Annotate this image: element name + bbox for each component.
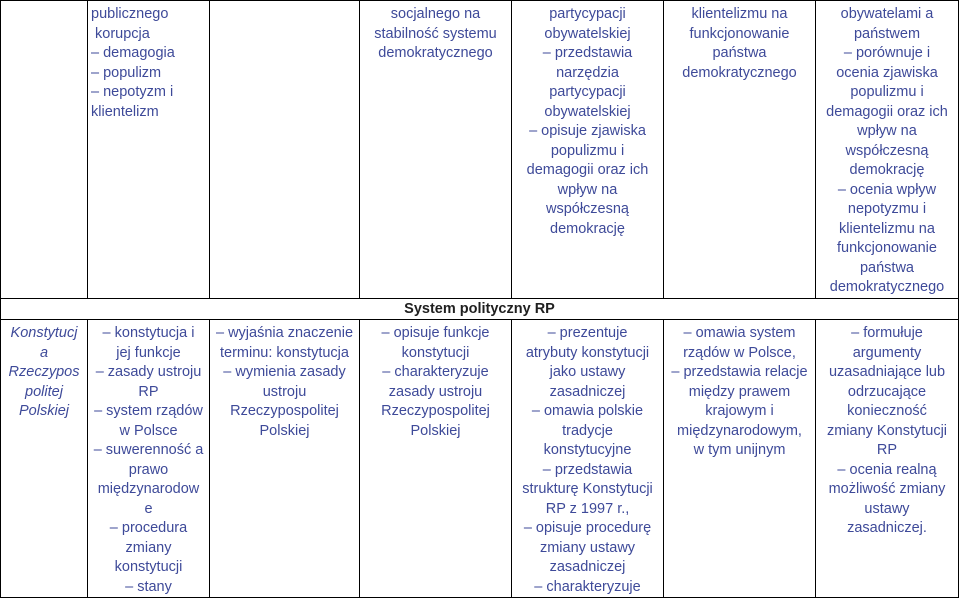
text-line: tradycje: [562, 422, 613, 439]
cell-level-4: [664, 320, 816, 598]
text-line: atrybuty konstytucji: [525, 344, 650, 361]
text-line: – przedstawia: [542, 461, 633, 478]
cell-level-3: [512, 320, 664, 598]
cell-level-2: [360, 1, 512, 299]
text-line: partycypacji: [549, 84, 626, 100]
text-line: – opisuje zjawiska: [529, 123, 646, 139]
text-line: zasadniczej: [549, 559, 626, 575]
text-line: prawo: [128, 461, 169, 478]
text-line: współczesną: [545, 201, 629, 217]
text-line: konstytucyjne: [543, 442, 632, 458]
text-line: demokratycznego: [378, 45, 493, 61]
text-line: Rzeczypospolitej: [381, 403, 490, 419]
text-line: zasadniczej: [549, 383, 626, 400]
text-line: narzędzia: [556, 64, 619, 81]
cell-level-5: [816, 1, 959, 299]
text-line: – porównuje i: [843, 45, 931, 61]
text-line: międzynarodowym,: [677, 422, 802, 439]
text-line: – nepotyzm i: [91, 84, 174, 100]
text-line: – konstytucja i: [102, 325, 195, 341]
text-line: obywatelskiej: [544, 25, 631, 42]
text-line: Konstytucj: [10, 325, 78, 341]
text-line: rządów w Polsce,: [683, 344, 796, 361]
text-line: RP: [138, 383, 159, 400]
text-line: politej: [25, 383, 63, 400]
table-row-konstytucja: [1, 320, 959, 598]
text-line: – opisuje funkcje: [381, 325, 490, 341]
text-line: demokratycznego: [682, 64, 797, 81]
text-line: – charakteryzuje: [534, 578, 641, 595]
section-header-row: [1, 298, 959, 320]
text-line: wpływ na: [857, 123, 917, 139]
text-line: demokrację: [550, 220, 625, 237]
text-line: socjalnego na: [390, 6, 481, 22]
text-line: międzynarodow: [97, 481, 200, 497]
text-line: zmiany Konstytucji: [826, 422, 948, 439]
text-line: możliwość zmiany: [828, 481, 946, 497]
text-line: klientelizmu na: [839, 220, 935, 237]
text-line: zasadniczej.: [847, 520, 927, 536]
text-line: – ocenia realną: [837, 461, 937, 478]
text-line: jej funkcje: [116, 344, 181, 361]
text-line: Rzeczypos: [8, 364, 80, 380]
text-line: odrzucające: [847, 383, 927, 400]
text-line: zasady ustroju: [388, 383, 483, 400]
text-line: – procedura: [109, 520, 188, 536]
text-line: konieczność: [847, 403, 927, 419]
text-line: populizmu i: [550, 142, 625, 159]
text-line: Polskiej: [410, 422, 461, 439]
text-line: współczesną: [845, 142, 929, 159]
text-line: korupcja: [95, 25, 150, 42]
text-line: – omawia polskie: [531, 403, 644, 419]
text-line: demagogii oraz ich: [826, 103, 948, 120]
table-row-continuation: [1, 1, 959, 299]
text-line: państwem: [853, 25, 921, 42]
text-line: argumenty: [852, 344, 922, 361]
text-line: w tym unijnym: [693, 442, 786, 458]
text-line: – stany: [125, 578, 172, 595]
text-line: obywatelskiej: [544, 103, 631, 120]
text-line: – formułuje: [851, 325, 923, 341]
text-line: ustroju: [262, 383, 307, 400]
text-line: Polskiej: [259, 422, 310, 439]
cell-level-3: [512, 1, 664, 299]
cell-level-1: [210, 320, 360, 598]
text-line: funkcjonowanie: [689, 25, 790, 42]
text-line: zmiany ustawy: [539, 539, 636, 556]
text-line: – wymienia zasady: [223, 364, 346, 380]
cell-level-5: [816, 320, 959, 598]
text-line: Rzeczypospolitej: [230, 403, 339, 419]
text-line: – przedstawia relacje: [671, 364, 808, 380]
cell-topic-empty: [1, 1, 88, 299]
text-line: ocenia zjawiska: [836, 64, 938, 81]
text-line: w Polsce: [119, 422, 178, 439]
text-line: – wyjaśnia znaczenie: [215, 325, 354, 341]
text-line: konstytucji: [401, 344, 470, 361]
text-line: klientelizm: [91, 103, 159, 120]
cell-level-4: [664, 1, 816, 299]
text-line: – prezentuje: [547, 325, 628, 341]
text-line: demokratycznego: [829, 279, 945, 295]
text-line: jako ustawy: [549, 364, 626, 380]
text-line: ustawy: [864, 500, 910, 517]
text-line: RP z 1997 r.,: [545, 500, 630, 517]
section-title: System polityczny RP: [1, 298, 959, 320]
text-line: Polskiej: [19, 403, 69, 419]
text-line: RP: [876, 442, 898, 458]
text-line: uzasadniające lub: [828, 364, 946, 380]
text-line: między prawem: [688, 383, 791, 400]
text-line: – demagogia: [91, 45, 175, 61]
text-line: – populizm: [91, 64, 162, 81]
text-line: zmiany: [125, 539, 172, 556]
text-line: – ocenia wpływ: [837, 181, 937, 198]
cell-topic: [1, 320, 88, 598]
text-line: – system rządów: [94, 403, 203, 419]
text-line: e: [144, 500, 153, 517]
text-line: konstytucji: [114, 559, 183, 575]
text-line: funkcjonowanie: [837, 240, 937, 256]
text-line: strukturę Konstytucji: [522, 481, 653, 497]
text-line: państwa: [712, 45, 767, 61]
text-line: nepotyzmu i: [847, 201, 927, 217]
text-line: – opisuje procedurę: [523, 520, 652, 536]
text-line: wpływ na: [557, 181, 618, 198]
text-line: terminu: konstytucja: [220, 344, 349, 361]
text-line: a: [39, 344, 49, 361]
text-line: krajowym i: [705, 403, 774, 419]
text-line: – suwerenność a: [93, 442, 204, 458]
text-line: – charakteryzuje: [382, 364, 489, 380]
text-line: – przedstawia: [542, 45, 633, 61]
text-line: stabilność systemu: [374, 25, 497, 42]
text-line: – zasady ustroju: [95, 364, 202, 380]
text-line: populizmu i: [850, 84, 924, 100]
cell-level-2: [360, 320, 512, 598]
cell-level-1-empty: [210, 1, 360, 299]
text-line: demokrację: [849, 162, 925, 178]
text-line: demagogii oraz ich: [526, 162, 649, 178]
text-line: państwa: [859, 259, 914, 276]
text-line: partycypacji: [549, 6, 626, 22]
cell-content: [88, 1, 210, 299]
text-line: – omawia system: [683, 325, 796, 341]
text-line: publicznego: [91, 6, 169, 22]
text-line: klientelizmu na: [691, 6, 788, 22]
cell-content: [88, 320, 210, 598]
text-line: obywatelami a: [840, 6, 934, 22]
